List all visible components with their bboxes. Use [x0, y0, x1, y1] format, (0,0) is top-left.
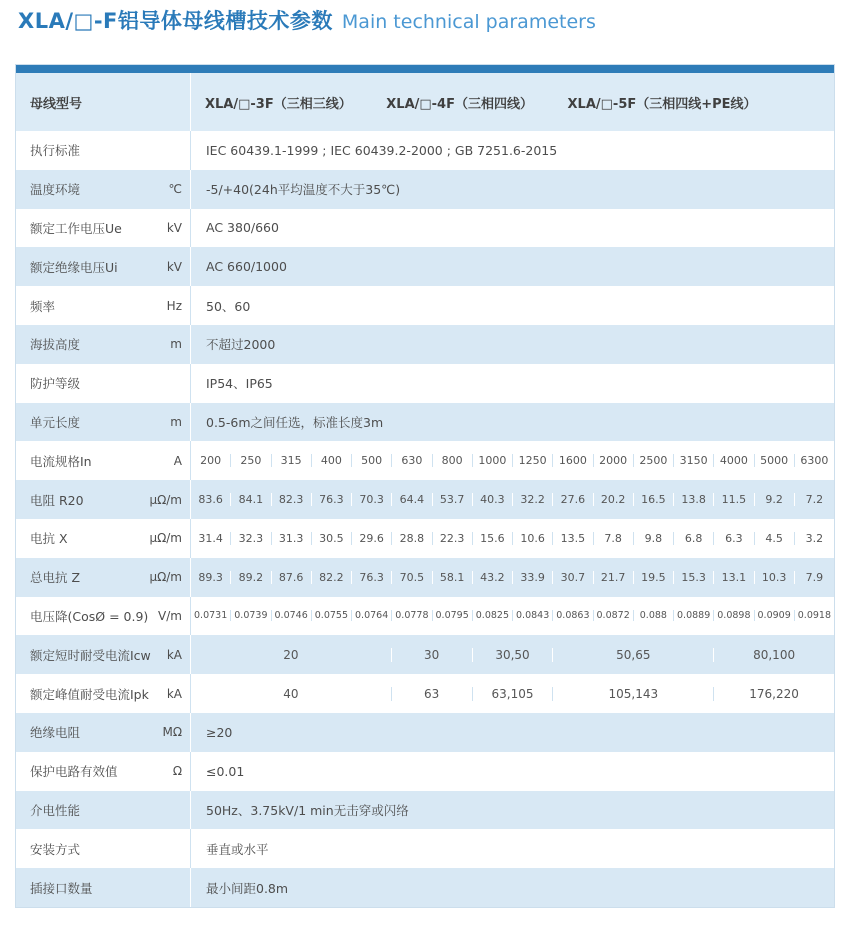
data-cells — [191, 532, 834, 545]
header-label: 母线型号 — [30, 96, 83, 112]
table-row — [16, 286, 834, 325]
param-value: 垂直或水平 — [206, 841, 269, 857]
data-cell: 28.8 — [391, 532, 431, 545]
param-label: 电压降(CosØ = 0.9) — [30, 608, 149, 624]
data-cell: 1600 — [552, 454, 592, 467]
data-cell: 4000 — [713, 454, 753, 467]
table-row — [16, 209, 834, 248]
param-unit: Ω — [172, 764, 182, 779]
table-row — [16, 364, 834, 403]
param-label: 防护等级 — [30, 376, 81, 392]
param-value-area — [191, 791, 834, 830]
data-cell: 20.2 — [593, 493, 633, 506]
data-cell: 0.0764 — [351, 610, 391, 621]
param-label-cell — [16, 829, 191, 868]
data-cell: 500 — [351, 454, 391, 467]
busbar-model-5f: XLA/□-5F（三相四线+PE线） — [567, 96, 757, 112]
table-row — [16, 558, 834, 597]
param-unit: μΩ/m — [149, 570, 182, 585]
data-cell: 0.0889 — [673, 610, 713, 621]
param-label: 额定工作电压Ue — [30, 220, 122, 236]
param-label-cell — [16, 480, 191, 519]
data-cell: 400 — [311, 454, 351, 467]
param-value-area — [191, 441, 834, 480]
page-title-english: Main technical parameters — [341, 11, 596, 33]
data-cell: 0.0739 — [230, 610, 270, 621]
data-cell-group: 30 — [391, 648, 472, 662]
param-label: 绝缘电阻 — [30, 725, 81, 741]
data-cell: 6300 — [794, 454, 834, 467]
table-accent-bar — [16, 65, 834, 73]
param-value: 不超过2000 — [206, 337, 276, 353]
data-cell: 10.3 — [754, 571, 794, 584]
table-row — [16, 791, 834, 830]
param-label-cell — [16, 558, 191, 597]
data-cells — [191, 571, 834, 584]
data-cell: 0.0909 — [754, 610, 794, 621]
param-label: 执行标准 — [30, 143, 81, 159]
table-row — [16, 403, 834, 442]
data-cells — [191, 610, 834, 621]
table-row — [16, 441, 834, 480]
data-cell: 70.3 — [351, 493, 391, 506]
param-label-cell — [16, 286, 191, 325]
data-cell-group: 20 — [283, 647, 299, 662]
busbar-models — [191, 93, 787, 112]
data-cell: 15.6 — [472, 532, 512, 545]
data-cell: 31.4 — [198, 531, 223, 545]
data-cells — [191, 493, 834, 506]
data-cell: 2500 — [633, 454, 673, 467]
param-value-area — [191, 597, 834, 636]
table-row — [16, 597, 834, 636]
param-label: 额定短时耐受电流Icw — [30, 647, 151, 663]
param-unit: V/m — [158, 608, 182, 623]
table-row — [16, 635, 834, 674]
param-label: 电抗 X — [30, 531, 68, 547]
param-value-area — [191, 519, 834, 558]
param-label-cell — [16, 441, 191, 480]
header-models-cell — [191, 73, 834, 131]
param-value-area — [191, 209, 834, 248]
param-unit: Hz — [166, 298, 182, 313]
table-body — [16, 131, 834, 907]
data-cell: 0.0843 — [512, 610, 552, 621]
data-cell: 27.6 — [552, 493, 592, 506]
data-cell-group: 63 — [391, 687, 472, 701]
data-cell: 800 — [432, 454, 472, 467]
data-cell: 70.5 — [391, 571, 431, 584]
data-cell: 30.7 — [552, 571, 592, 584]
param-label-cell — [16, 752, 191, 791]
data-cell: 89.3 — [198, 570, 223, 584]
param-label: 温度环境 — [30, 182, 81, 198]
data-cell-group: 105,143 — [552, 687, 713, 701]
data-cell: 7.9 — [794, 571, 834, 584]
data-cell: 3150 — [673, 454, 713, 467]
param-unit: m — [170, 337, 182, 352]
data-cell: 83.6 — [198, 493, 223, 507]
param-label: 额定绝缘电压Ui — [30, 259, 118, 275]
data-cell: 32.2 — [512, 493, 552, 506]
data-cell: 9.8 — [633, 532, 673, 545]
data-cell: 0.0898 — [713, 610, 753, 621]
data-cell: 630 — [391, 454, 431, 467]
data-cell: 15.3 — [673, 571, 713, 584]
param-unit: A — [173, 453, 182, 468]
param-value-area — [191, 480, 834, 519]
data-cell: 7.2 — [794, 493, 834, 506]
data-cell: 76.3 — [351, 571, 391, 584]
data-cell: 1250 — [512, 454, 552, 467]
data-cell: 4.5 — [754, 532, 794, 545]
param-value: IEC 60439.1-1999 ; IEC 60439.2-2000 ; GB 7251.6-2015 — [206, 142, 558, 158]
data-cell: 32.3 — [230, 532, 270, 545]
param-value: IP54、IP65 — [206, 376, 273, 392]
data-cell-group: 176,220 — [713, 687, 834, 701]
data-cell: 19.5 — [633, 571, 673, 584]
param-label: 额定峰值耐受电流Ipk — [30, 686, 149, 702]
param-label: 频率 — [30, 298, 56, 314]
table-row — [16, 829, 834, 868]
param-value-area — [191, 713, 834, 752]
param-unit: m — [170, 414, 182, 429]
table-row — [16, 868, 834, 907]
param-value: 0.5-6m之间任选，标准长度3m — [206, 414, 384, 430]
data-cell: 82.3 — [271, 493, 311, 506]
param-unit: MΩ — [162, 725, 182, 740]
data-cell-group: 50,65 — [552, 648, 713, 662]
table-row — [16, 170, 834, 209]
data-cell-groups — [191, 648, 834, 662]
param-label-cell — [16, 131, 191, 170]
data-cell: 0.0795 — [432, 610, 472, 621]
param-value: -5/+40(24h平均温度不大于35℃) — [206, 182, 401, 198]
param-label: 介电性能 — [30, 802, 81, 818]
data-cell: 89.2 — [230, 571, 270, 584]
param-label-cell — [16, 674, 191, 713]
data-cell: 0.0863 — [552, 610, 592, 621]
data-cell-group: 63,105 — [472, 687, 553, 701]
data-cell: 31.3 — [271, 532, 311, 545]
param-value-area — [191, 752, 834, 791]
data-cell: 13.1 — [713, 571, 753, 584]
data-cell: 0.0872 — [593, 610, 633, 621]
param-label-cell — [16, 170, 191, 209]
data-cell: 84.1 — [230, 493, 270, 506]
table-row — [16, 674, 834, 713]
data-cell: 0.0778 — [391, 610, 431, 621]
param-value-area — [191, 247, 834, 286]
data-cell: 40.3 — [472, 493, 512, 506]
data-cell: 0.0755 — [311, 610, 351, 621]
param-value-area — [191, 829, 834, 868]
param-label-cell — [16, 868, 191, 907]
param-value: AC 660/1000 — [206, 259, 287, 275]
param-unit: kV — [166, 220, 182, 235]
data-cell-group: 30,50 — [472, 648, 553, 662]
param-value: ≥20 — [206, 724, 233, 740]
data-cell: 1000 — [472, 454, 512, 467]
param-label: 海拔高度 — [30, 337, 81, 353]
param-label-cell — [16, 209, 191, 248]
table-row — [16, 131, 834, 170]
data-cell: 0.0731 — [194, 610, 228, 622]
busbar-model-4f: XLA/□-4F（三相四线） — [386, 96, 533, 112]
data-cell: 2000 — [593, 454, 633, 467]
param-label-cell — [16, 597, 191, 636]
table-row — [16, 713, 834, 752]
param-label-cell — [16, 635, 191, 674]
table-row — [16, 519, 834, 558]
param-label-cell — [16, 247, 191, 286]
data-cell: 22.3 — [432, 532, 472, 545]
data-cell-group: 80,100 — [713, 648, 834, 662]
data-cell: 5000 — [754, 454, 794, 467]
param-label: 电阻 R20 — [30, 492, 84, 508]
data-cell: 200 — [200, 454, 222, 468]
data-cell: 16.5 — [633, 493, 673, 506]
header-label-cell — [16, 73, 191, 131]
data-cell: 315 — [271, 454, 311, 467]
param-label-cell — [16, 403, 191, 442]
param-unit: kA — [166, 647, 182, 662]
data-cell: 58.1 — [432, 571, 472, 584]
page-title-chinese: XLA/□-F铝导体母线槽技术参数 — [18, 9, 333, 33]
param-value-area — [191, 170, 834, 209]
table-row — [16, 247, 834, 286]
data-cell: 0.0918 — [794, 610, 834, 621]
data-cells — [191, 454, 834, 467]
param-label: 总电抗 Z — [30, 570, 81, 586]
param-label: 单元长度 — [30, 414, 81, 430]
table-header-row — [16, 73, 834, 131]
param-value-area — [191, 286, 834, 325]
data-cell: 33.9 — [512, 571, 552, 584]
spec-table — [15, 64, 835, 908]
data-cell-groups — [191, 687, 834, 701]
busbar-model-3f: XLA/□-3F（三相三线） — [205, 96, 352, 112]
param-value: AC 380/660 — [206, 220, 279, 236]
param-value-area — [191, 364, 834, 403]
param-value: 50、60 — [206, 298, 251, 314]
param-unit: μΩ/m — [149, 531, 182, 546]
data-cell: 43.2 — [472, 571, 512, 584]
param-unit: kV — [166, 259, 182, 274]
data-cell: 6.3 — [713, 532, 753, 545]
data-cell: 6.8 — [673, 532, 713, 545]
data-cell: 53.7 — [432, 493, 472, 506]
data-cell: 0.0746 — [271, 610, 311, 621]
data-cell: 76.3 — [311, 493, 351, 506]
param-value: 最小间距0.8m — [206, 880, 289, 896]
data-cell: 7.8 — [593, 532, 633, 545]
param-unit: kA — [166, 686, 182, 701]
param-value: ≤0.01 — [206, 763, 245, 779]
param-unit: μΩ/m — [149, 492, 182, 507]
table-row — [16, 325, 834, 364]
data-cell: 3.2 — [794, 532, 834, 545]
data-cell-group: 40 — [283, 686, 299, 701]
data-cell: 10.6 — [512, 532, 552, 545]
param-value-area — [191, 403, 834, 442]
param-label-cell — [16, 325, 191, 364]
param-value: 50Hz、3.75kV/1 min无击穿或闪络 — [206, 802, 409, 818]
data-cell: 13.8 — [673, 493, 713, 506]
table-row — [16, 480, 834, 519]
param-value-area — [191, 325, 834, 364]
table-row — [16, 752, 834, 791]
data-cell: 29.6 — [351, 532, 391, 545]
data-cell: 13.5 — [552, 532, 592, 545]
param-label-cell — [16, 791, 191, 830]
param-label: 插接口数量 — [30, 880, 93, 896]
data-cell: 87.6 — [271, 571, 311, 584]
param-value-area — [191, 558, 834, 597]
data-cell: 0.0825 — [472, 610, 512, 621]
data-cell: 30.5 — [311, 532, 351, 545]
data-cell: 11.5 — [713, 493, 753, 506]
data-cell: 21.7 — [593, 571, 633, 584]
data-cell: 0.088 — [633, 610, 673, 621]
data-cell: 64.4 — [391, 493, 431, 506]
param-value-area — [191, 674, 834, 713]
param-label-cell — [16, 713, 191, 752]
param-label: 电流规格In — [30, 453, 92, 469]
param-label: 安装方式 — [30, 841, 81, 857]
param-label-cell — [16, 364, 191, 403]
data-cell: 250 — [230, 454, 270, 467]
data-cell: 9.2 — [754, 493, 794, 506]
page-title — [18, 5, 596, 35]
param-value-area — [191, 131, 834, 170]
param-label-cell — [16, 519, 191, 558]
data-cell: 82.2 — [311, 571, 351, 584]
param-value-area — [191, 635, 834, 674]
param-label: 保护电路有效值 — [30, 764, 118, 780]
param-unit: ℃ — [168, 182, 182, 197]
param-value-area — [191, 868, 834, 907]
